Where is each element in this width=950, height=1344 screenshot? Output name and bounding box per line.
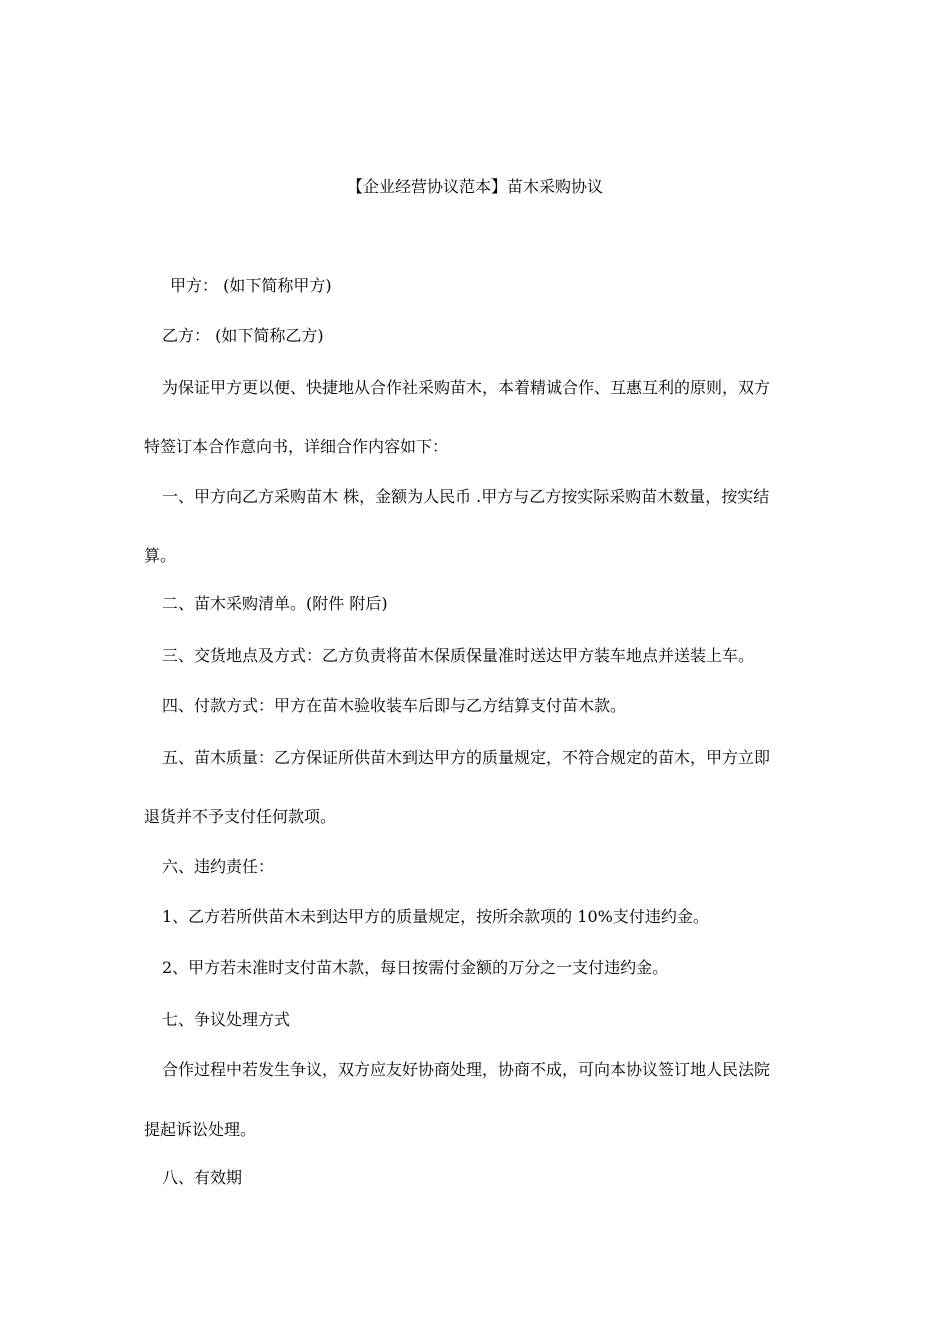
clause-8-heading: 八、有效期 [162,1168,243,1187]
clause-7-paragraph-line-1: 合作过程中若发生争议，双方应友好协商处理，协商不成，可向本协议签订地人民法院 [162,1060,771,1079]
intro-paragraph-line-1: 为保证甲方更以便、快捷地从合作社采购苗木，本着精诚合作、互惠互利的原则，双方 [162,378,771,397]
clause-5-line-1: 五、苗木质量：乙方保证所供苗木到达甲方的质量规定，不符合规定的苗木，甲方立即 [162,748,771,767]
clause-4: 四、付款方式：甲方在苗木验收装车后即与乙方结算支付苗木款。 [162,696,627,715]
clause-6-heading: 六、违约责任： [162,857,275,876]
clause-7-heading: 七、争议处理方式 [162,1010,291,1029]
clause-6-item-2: 2、甲方若未准时支付苗木款，每日按需付金额的万分之一支付违约金。 [162,958,669,977]
party-a-line: 甲方： (如下简称甲方) [170,276,332,295]
clause-1-line-2: 算。 [144,546,177,565]
clause-1-line-1: 一、甲方向乙方采购苗木 株，金额为人民币 .甲方与乙方按实际采购苗木数量，按实结 [162,487,770,506]
clause-5-line-2: 退货并不予支付任何款项。 [144,807,337,826]
clause-7-paragraph-line-2: 提起诉讼处理。 [144,1120,257,1139]
party-b-line: 乙方： (如下简称乙方) [162,326,324,345]
clause-6-item-1: 1、乙方若所供苗木未到达甲方的质量规定，按所余款项的 10%支付违约金。 [162,907,709,926]
document-title: 【企业经营协议范本】苗木采购协议 [346,177,603,196]
clause-2: 二、苗木采购清单。(附件 附后) [162,594,388,613]
intro-paragraph-line-2: 特签订本合作意向书，详细合作内容如下： [144,437,449,456]
clause-3: 三、交货地点及方式：乙方负责将苗木保质保量准时送达甲方装车地点并送装上车。 [162,646,755,665]
